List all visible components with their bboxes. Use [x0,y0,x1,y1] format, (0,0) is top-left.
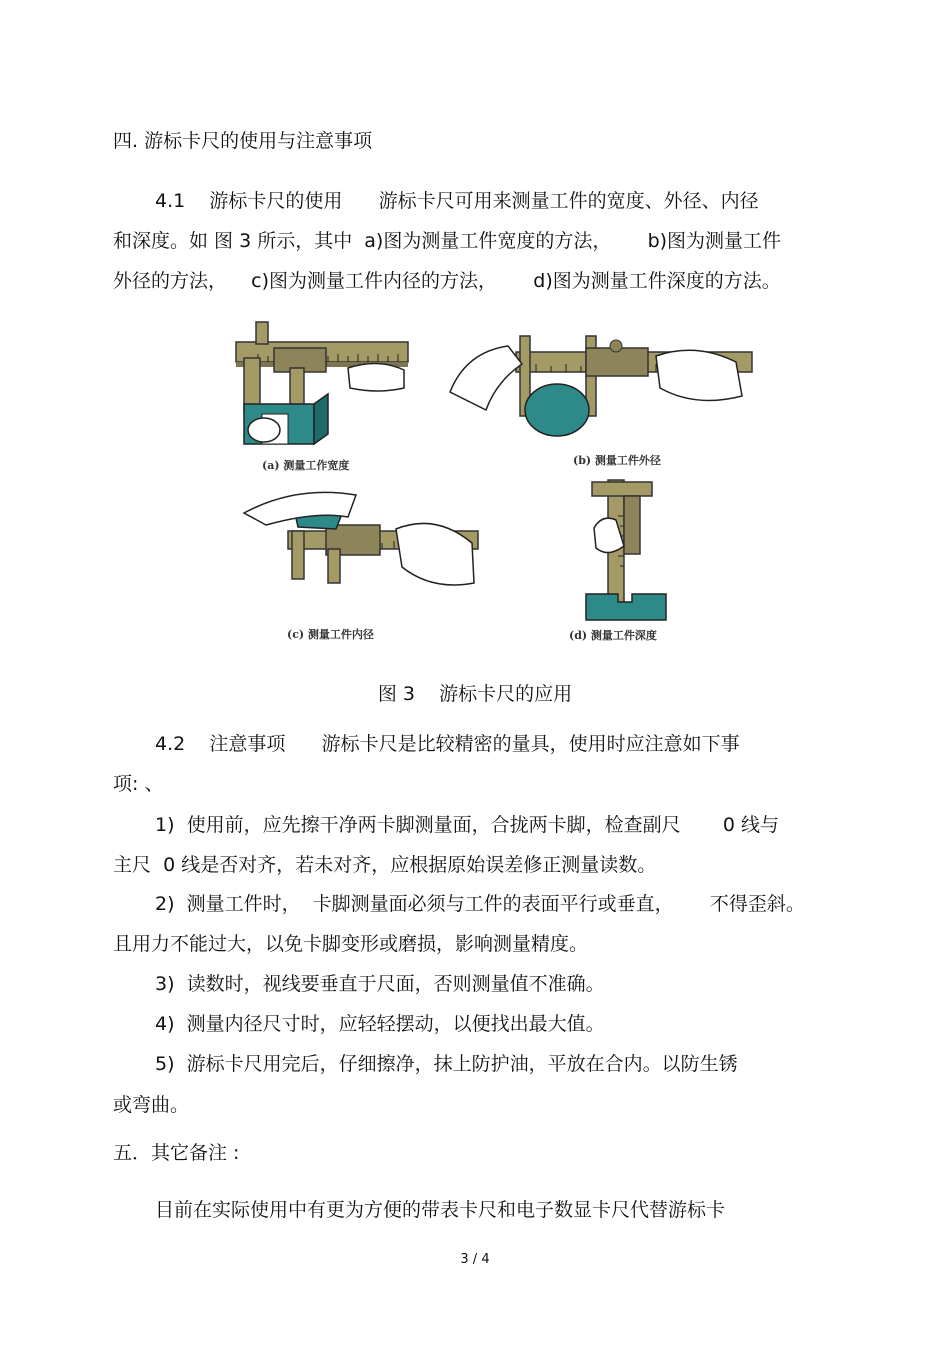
caption-d: (d) 测量工件深度 [569,629,657,642]
list-item-3: 3) 读数时，视线要垂直于尺面，否则测量值不准确。 [155,973,605,995]
list-item-5b: 或弯曲。 [113,1094,190,1116]
list-item-5a: 5) 游标卡尺用完后，仔细擦净，抹上防护油，平放在合内。以防生锈 [155,1053,738,1075]
list-item-1b: 主尺 0 线是否对齐，若未对齐，应根据原始误差修正测量读数。 [113,854,657,876]
section41-line1: 4.1 游标卡尺的使用 游标卡尺可用来测量工件的宽度、外径、内径 [155,190,759,212]
page-number: 3 / 4 [460,1252,490,1267]
list-item-4: 4) 测量内径尺寸时，应轻轻摆动，以便找出最大值。 [155,1013,605,1035]
list-item-2b: 且用力不能过大，以免卡脚变形或磨损，影响测量精度。 [113,933,589,955]
list-item-2a: 2) 测量工件时， 卡脚测量面必须与工件的表面平行或垂直， 不得歪斜。 [155,893,805,915]
section41-line3: 外径的方法， c)图为测量工件内径的方法， d)图为测量工件深度的方法。 [113,270,781,292]
section5-line1: 目前在实际使用中有更为方便的带表卡尺和电子数显卡尺代替游标卡 [155,1199,726,1221]
section42-line1: 4.2 注意事项 游标卡尺是比较精密的量具，使用时应注意如下事 [155,733,740,755]
section5-heading: 五．其它备注 : [113,1142,240,1164]
caption-a: (a) 测量工作宽度 [262,459,350,472]
list-item-1a: 1) 使用前，应先擦干净两卡脚测量面，合拢两卡脚，检查副尺 0 线与 [155,814,779,836]
section4-heading: 四. 游标卡尺的使用与注意事项 [113,130,373,152]
section41-line2: 和深度。如 图 3 所示，其中 a)图为测量工件宽度的方法， b)图为测量工件 [113,230,782,252]
caption-b: (b) 测量工件外径 [573,454,661,467]
figure-title: 图 3 游标卡尺的应用 [377,683,573,705]
figure-c-inner-diameter-measurement [236,487,486,599]
figure-a-width-measurement [228,318,428,458]
figure-d-depth-measurement [584,476,670,622]
section42-line2: 项: 、 [113,773,164,795]
figure-b-outer-diameter-measurement [446,322,756,452]
caption-c: (c) 测量工件内径 [287,628,374,641]
